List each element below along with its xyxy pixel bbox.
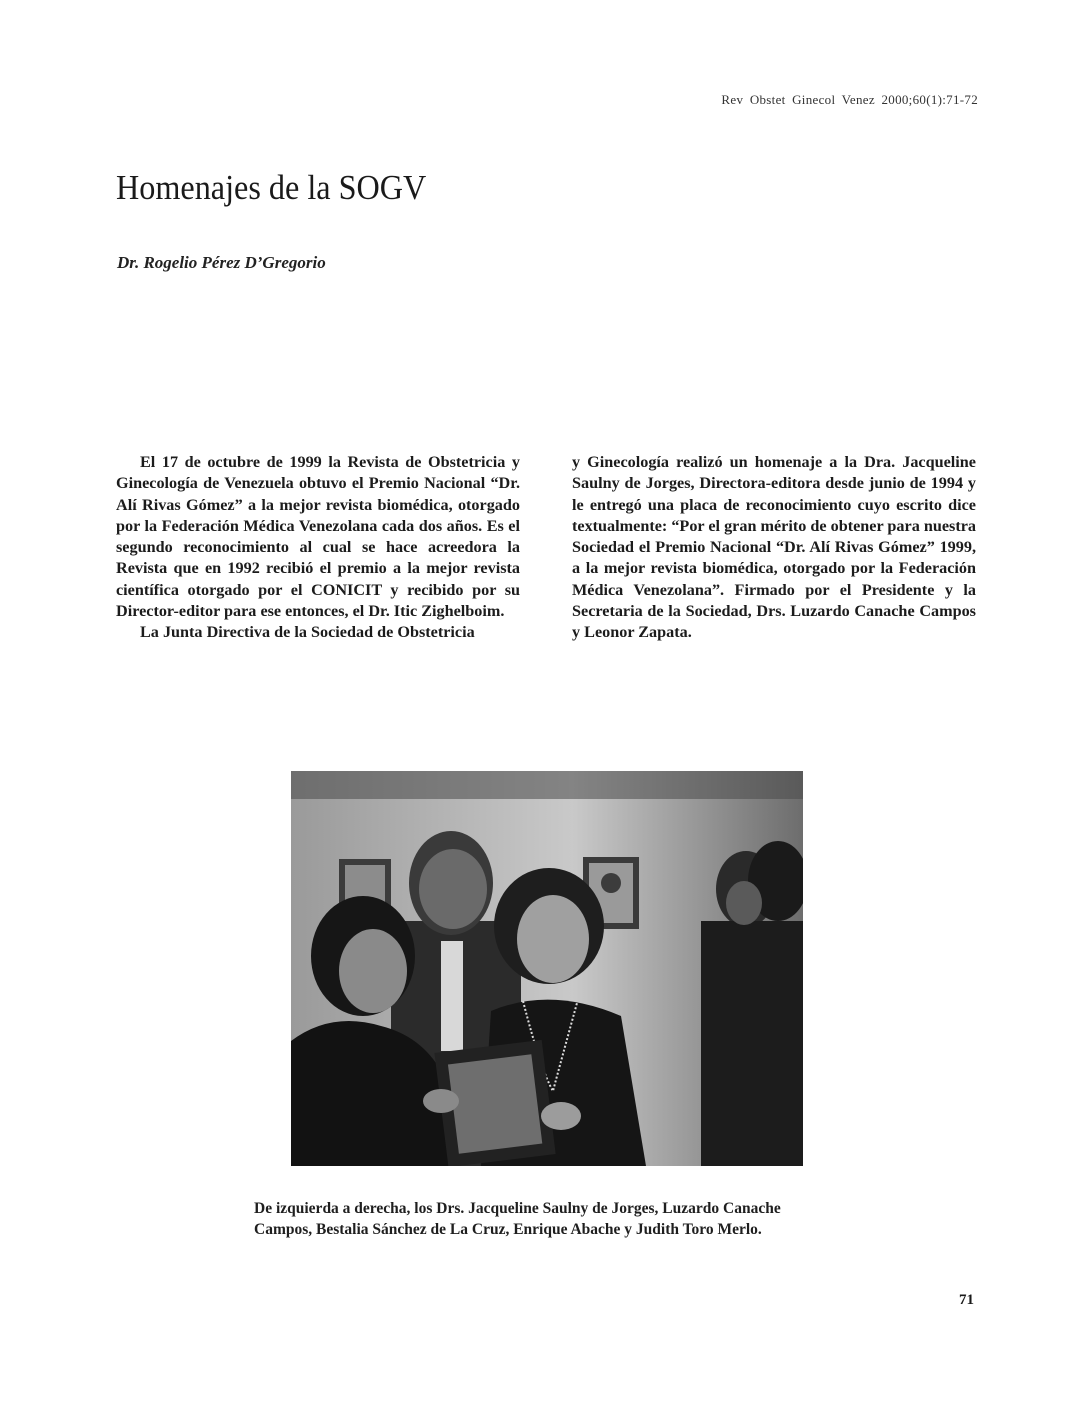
photo-caption <box>254 1199 844 1240</box>
body-paragraph: El 17 de octubre de 1999 la Revista de Obstetricia y Ginecología de Venezuela obtuvo el Premio Nacional “Dr. Alí Rivas Gómez” a la mejor revista biomédica, otorgado por la Federación Médica Venezolana cada dos años. Es el segundo reconocimiento al cual se hace acreedora la Revista que en 1992 recibió el premio a la mejor revista científica otorgado por el CONICIT y recibido por su Director-editor para ese entonces, el Dr. Itic Zighelboim. <box>116 453 520 621</box>
article-body <box>116 452 976 644</box>
right-column <box>572 452 976 644</box>
body-paragraph: y Ginecología realizó un homenaje a la Dra. Jacqueline Saulny de Jorges, Directora-editora desde junio de 1994 y le entregó una placa de reconocimiento cuyo escrito dice textualmente: “Por el gran mérito de obtener para nuestra Sociedad el Premio Nacional “Dr. Alí Rivas Gómez” 1999, a la mejor revista biomédica, otorgado por la Federación Médica Venezolana”. Firmado por el Presidente y la Secretaria de la Sociedad, Drs. Luzardo Canache Campos y Leonor Zapata. <box>572 453 976 642</box>
article-author: Dr. Rogelio Pérez D’Gregorio <box>117 253 326 272</box>
journal-reference: Rev Obstet Ginecol Venez 2000;60(1):71-72 <box>721 92 978 107</box>
caption-line: Campos, Bestalia Sánchez de La Cruz, Enrique Abache y Judith Toro Merlo. <box>254 1220 762 1238</box>
body-paragraph: La Junta Directiva de la Sociedad de Obstetricia <box>140 623 475 642</box>
left-column <box>116 452 520 644</box>
award-photo <box>291 771 803 1166</box>
article-title: Homenajes de la SOGV <box>116 168 427 207</box>
caption-line: De izquierda a derecha, los Drs. Jacqueline Saulny de Jorges, Luzardo Canache <box>254 1200 781 1217</box>
group-photo-icon <box>291 771 803 1166</box>
page-number: 71 <box>959 1292 974 1308</box>
